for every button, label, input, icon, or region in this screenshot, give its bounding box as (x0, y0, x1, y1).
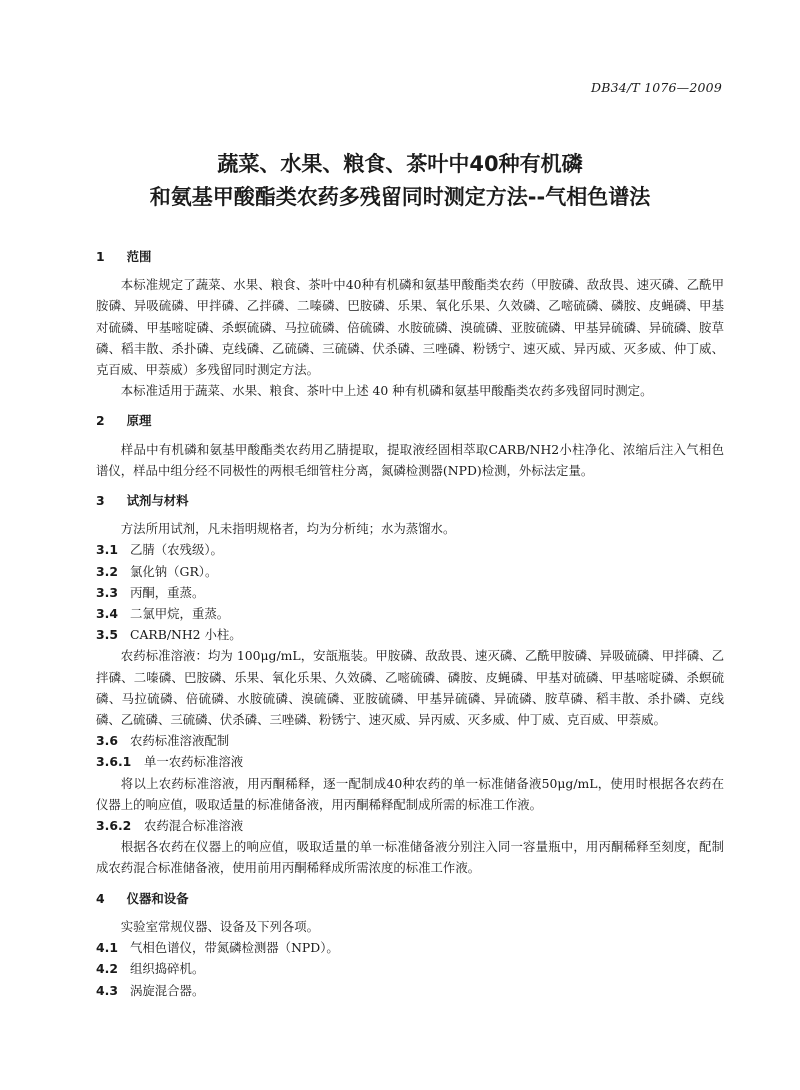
subsection-heading-3-6-1: 3.6.1 单一农药标准溶液 (96, 754, 244, 770)
paragraph: 根据各农药在仪器上的响应值，吸取适量的单一标准储备液分别注入同一容量瓶中，用丙酮稀释至刻度，配制成农药混合标准储备液，使用前用丙酮稀释成所需浓度的标准工作液。 (96, 839, 724, 876)
section-heading-1: 1 范围 (96, 249, 152, 264)
paragraph: 方法所用试剂，凡未指明规格者，均为分析纯；水为蒸馏水。 (120, 521, 456, 537)
title-line-1: 蔬菜、水果、粮食、茶叶中40种有机磷 (217, 152, 583, 176)
standard-code: DB34/T 1076—2009 (591, 80, 722, 95)
list-item: 3.5 CARB/NH2 小柱。 (96, 627, 242, 643)
list-item: 3.4 二氯甲烷，重蒸。 (96, 606, 230, 622)
paragraph: 本标准规定了蔬菜、水果、粮食、茶叶中40种有机磷和氨基甲酸酯类农药（甲胺磷、敌敌畏、速灭磷、乙酰甲胺磷、异吸硫磷、甲拌磷、乙拌磷、二嗪磷、巴胺磷、乐果、氧化乐果、久效磷、乙嘧硫磷、磷胺、皮蝇磷、甲基对硫磷、甲基嘧啶磷、杀螟硫磷、马拉硫磷、倍硫磷、水胺硫磷、溴硫磷、亚胺硫磷、甲基异硫磷、异硫磷、胺草磷、稻丰散、杀扑磷、克线磷、乙硫磷、三硫磷、伏杀磷、三唑磷、粉锈宁、速灭威、异丙威、灭多威、仲丁威、克百威、甲萘威）多残留同时测定方法。 (96, 277, 724, 378)
document-title (60, 148, 740, 214)
list-item: 3.2 氯化钠（GR）。 (96, 563, 218, 579)
paragraph: 将以上农药标准溶液，用丙酮稀释，逐一配制成40种农药的单一标准储备液50μg/mL，使用时根据各农药在仪器上的响应值，吸取适量的标准储备液，用丙酮稀释配制成所需的标准工作液。 (96, 775, 724, 812)
paragraph: 农药标准溶液：均为 100μg/mL，安瓿瓶装。甲胺磷、敌敌畏、速灭磷、乙酰甲胺磷、异吸硫磷、甲拌磷、乙拌磷、二嗪磷、巴胺磷、乐果、氧化乐果、久效磷、乙嘧硫磷、磷胺、皮蝇磷、甲基对硫磷、甲基嘧啶磷、杀螟硫磷、马拉硫磷、倍硫磷、水胺硫磷、溴硫磷、亚胺硫磷、甲基异硫磷、异硫磷、胺草磷、稻丰散、杀扑磷、克线磷、乙硫磷、三硫磷、伏杀磷、三唑磷、粉锈宁、速灭威、异丙威、灭多威、仲丁威、克百威、甲萘威。 (96, 648, 724, 728)
paragraph: 实验室常规仪器、设备及下列各项。 (120, 918, 320, 934)
list-item: 3.1 乙腈（农残级）。 (96, 542, 223, 558)
paragraph: 本标准适用于蔬菜、水果、粮食、茶叶中上述 40 种有机磷和氨基甲酸酯类农药多残留同时测定。 (120, 383, 653, 399)
subsection-heading-3-6: 3.6 农药标准溶液配制 (96, 733, 230, 749)
section-heading-2: 2 原理 (96, 413, 152, 429)
title-line-2: 和氨基甲酸酯类农药多残留同时测定方法--气相色谱法 (149, 185, 651, 209)
subsection-heading-3-6-2: 3.6.2 农药混合标准溶液 (96, 818, 244, 834)
section-heading-4: 4 仪器和设备 (96, 890, 189, 906)
list-item: 4.3 涡旋混合器。 (96, 982, 205, 998)
list-item: 3.3 丙酮，重蒸。 (96, 584, 205, 600)
document-body (96, 246, 724, 1001)
list-item: 4.2 组织捣碎机。 (96, 961, 205, 977)
section-heading-3: 3 试剂与材料 (96, 493, 189, 509)
list-item: 4.1 气相色谱仪，带氮磷检测器（NPD）。 (96, 940, 339, 956)
paragraph: 样品中有机磷和氨基甲酸酯类农药用乙腈提取，提取液经固相萃取CARB/NH2小柱净化、浓缩后注入气相色谱仪，样品中组分经不同极性的两根毛细管柱分离，氮磷检测器(NPD)检测，外标法定量。 (96, 441, 724, 478)
